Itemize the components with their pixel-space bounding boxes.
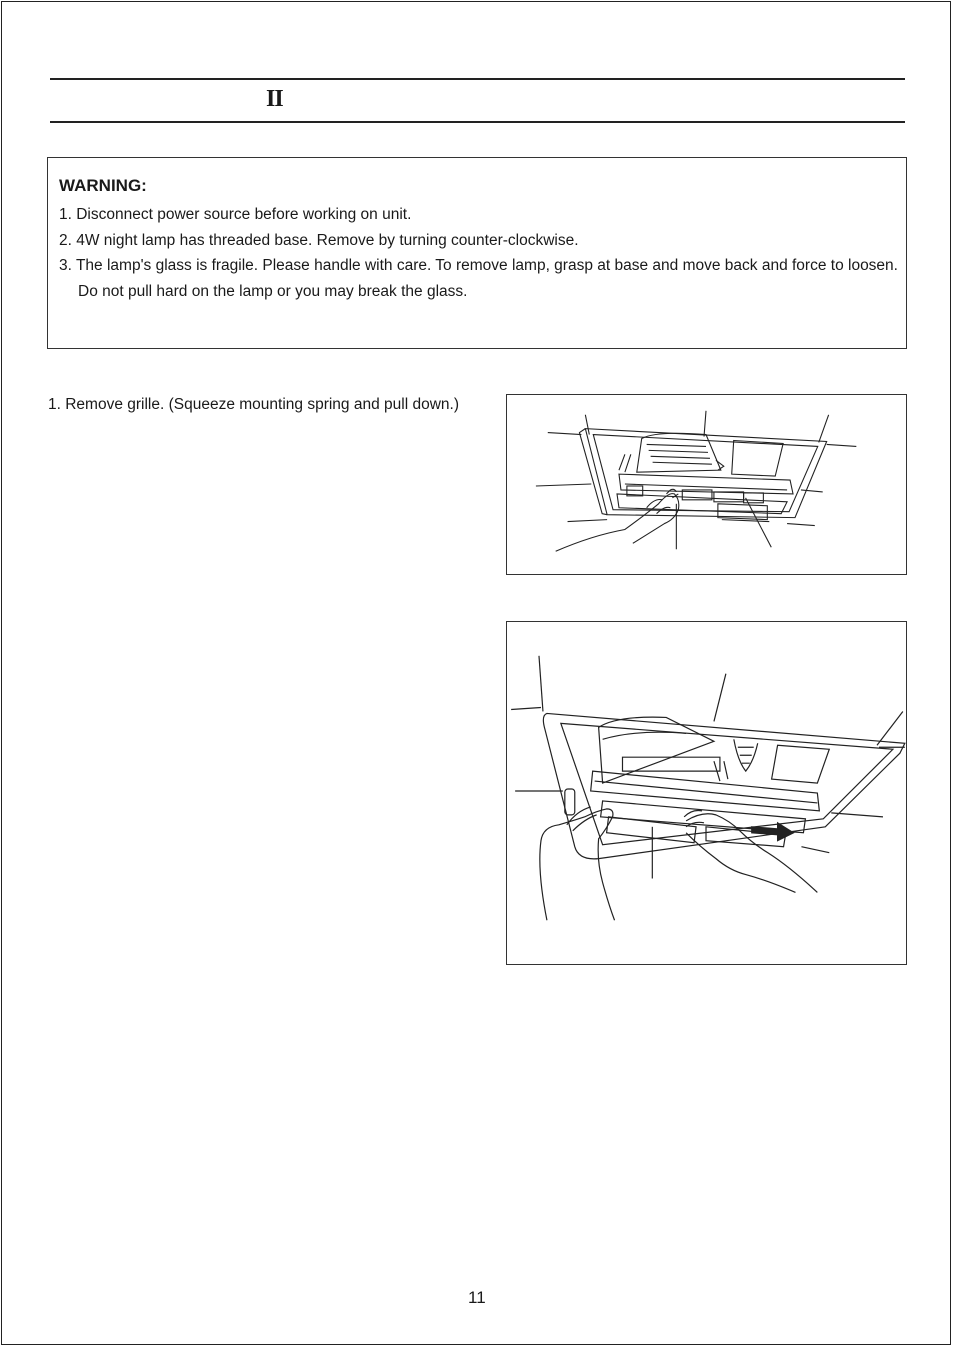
step-1-text: 1. Remove grille. (Squeeze mounting spring and pull down.) [48, 396, 459, 413]
warning-box [47, 157, 907, 349]
header-bottom-rule [50, 121, 905, 123]
header-top-rule [50, 78, 905, 80]
figure-lamp-assembly [506, 621, 907, 965]
warning-list [59, 202, 898, 304]
grille-removal-illustration-icon [507, 395, 906, 574]
warning-item: 1. Disconnect power source before working on unit. [59, 206, 412, 223]
section-numeral: II [266, 86, 283, 112]
page-number: 11 [468, 1288, 486, 1307]
warning-title: WARNING: [59, 176, 147, 195]
figure-grille-removal [506, 394, 907, 575]
warning-item: 2. 4W night lamp has threaded base. Remove by turning counter-clockwise. [59, 231, 579, 249]
lamp-assembly-slide-illustration-icon [507, 622, 906, 964]
warning-item: 3. The lamp's glass is fragile. Please handle with care. To remove lamp, grasp at base and move back and force to loosen. Do not pull hard on the lamp or you may break the glass. [59, 257, 898, 300]
